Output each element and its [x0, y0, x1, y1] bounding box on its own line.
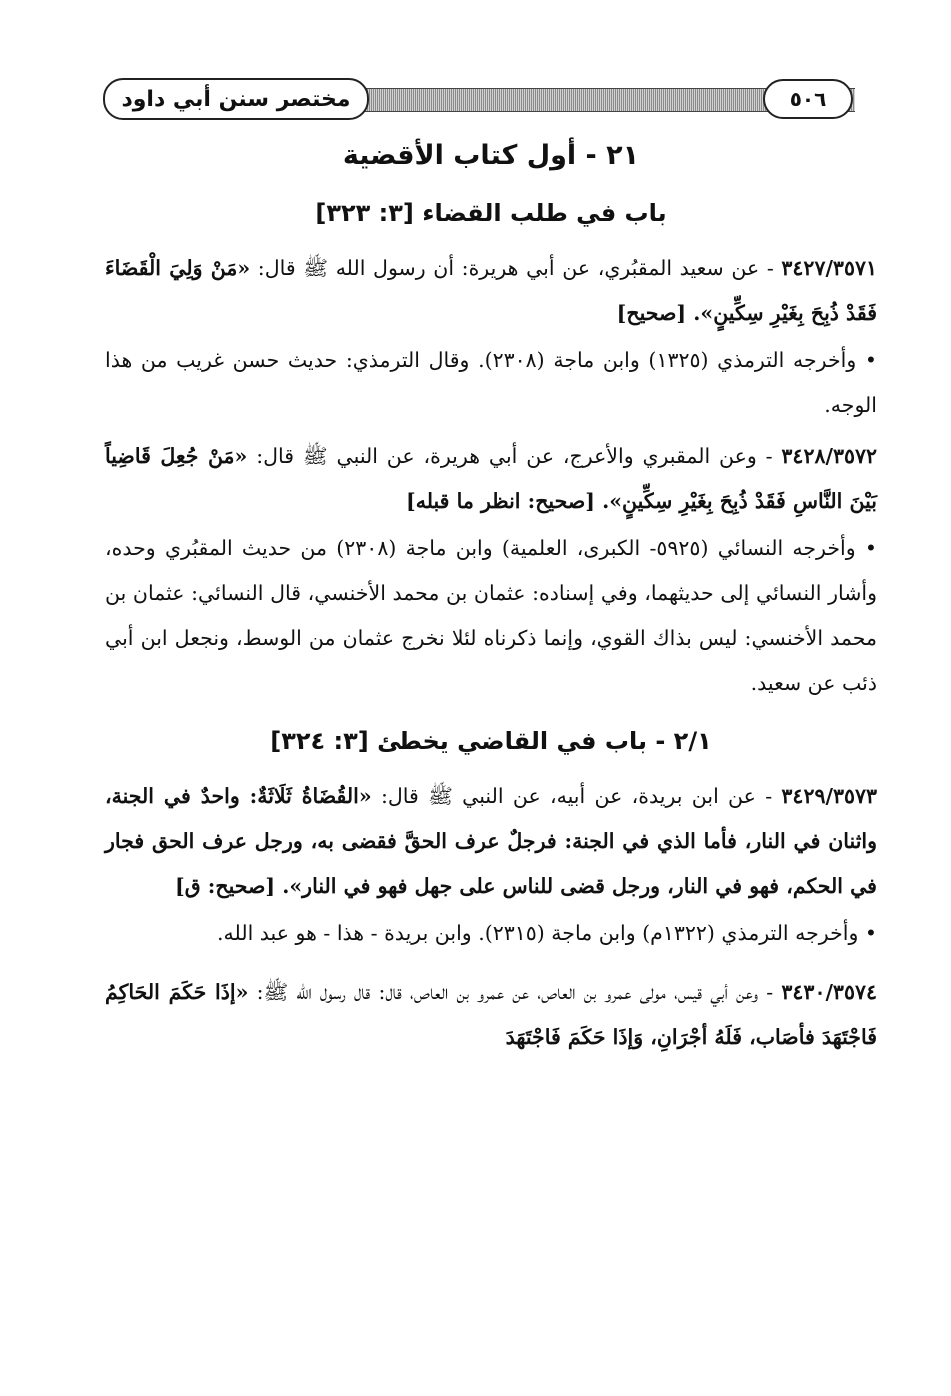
section-title: ٢/١ - باب في القاضي يخطئ [٣: ٣٢٤] [270, 727, 712, 755]
hadith-takhrij-note: • وأخرجه النسائي (٥٩٢٥- الكبرى، العلمية) وابن ماجة (٢٣٠٨) من حديث المقبُري وحده، وأشار النسائي إلى حديثهما، وفي إسناده: عثمان بن محمد الأخنسي، قال النسائي: عثمان بن محمد الأخنسي: ليس بذاك القوي، وإنما ذكرناه لئلا نخرج عثمان من الوسط، ونجعل ابن أبي ذئب عن سعيد. [105, 536, 877, 695]
page-body [105, 128, 877, 1062]
hadith-3573 [105, 774, 877, 909]
hadith-takhrij-note: • وأخرجه الترمذي (١٣٢٢م) وابن ماجة (٢٣١٥). وابن بريدة - هذا - هو عبد الله. [217, 921, 877, 945]
hadith-takhrij-note: • وأخرجه الترمذي (١٣٢٥) وابن ماجة (٢٣٠٨). وقال الترمذي: حديث حسن غريب من هذا الوجه. [105, 348, 878, 417]
book-title: مختصر سنن أبي داود [103, 78, 369, 120]
hadith-text: «إذَا حَكَمَ الحَاكِمُ فَاجْتَهَدَ فأصَاب، فَلَهُ أجْرَانِ، وَإذَا حَكَمَ فَاجْتَهَدَ [105, 980, 877, 1049]
hadith-number: ٣٤٢٨/٣٥٧٢ [781, 444, 877, 468]
hadith-text: «القُضَاةُ ثَلَاثَةٌ: واحدٌ في الجنة، واثنان في النار، فأما الذي في الجنة: فرجلٌ عرف الحقَّ فقضى به، ورجل عرف الحق فجار في الحكم، فهو في النار، ورجل قضى للناس على جهل فهو في النار». [صحيح: ق] [105, 784, 877, 898]
hadith-3571 [105, 246, 877, 336]
hadith-number: ٣٤٣٠/٣٥٧٤ [781, 980, 877, 1004]
chapter-title: ٢١ - أول كتاب الأقضية [342, 140, 640, 171]
page-number: ٥٠٦ [763, 79, 853, 119]
hadith-3572 [105, 434, 877, 524]
hadith-3574 [105, 970, 877, 1060]
page-header [103, 78, 875, 120]
hadith-number: ٣٤٢٩/٣٥٧٣ [781, 784, 877, 808]
section-title: باب في طلب القضاء [٣: ٣٢٣] [315, 199, 667, 227]
hadith-intro: - عن سعيد المقبُري، عن أبي هريرة: أن رسول الله ﷺ قال: [250, 256, 782, 280]
hadith-number: ٣٤٢٧/٣٥٧١ [781, 256, 877, 280]
hadith-intro: - عن ابن بريدة، عن أبيه، عن النبي ﷺ قال: [371, 784, 782, 808]
hadith-text: «مَنْ جُعِلَ قَاضِياً بَيْنَ النَّاسِ فَقَدْ ذُبِحَ بِغَيْرِ سِكِّينٍ». [صحيح: انظر ما قبله] [105, 444, 877, 513]
hadith-intro: - وعن أبي قيس، مولى عمرو بن العاص، عن عمرو بن العاص، قال: قال رسول الله ﷺ: [248, 980, 782, 1004]
hadith-text: «مَنْ وَلِيَ الْقَضَاءَ فَقَدْ ذُبِحَ بِغَيْرِ سِكِّينٍ». [صحيح] [105, 256, 877, 325]
hadith-intro: - وعن المقبري والأعرج، عن أبي هريرة، عن النبي ﷺ قال: [247, 444, 782, 468]
